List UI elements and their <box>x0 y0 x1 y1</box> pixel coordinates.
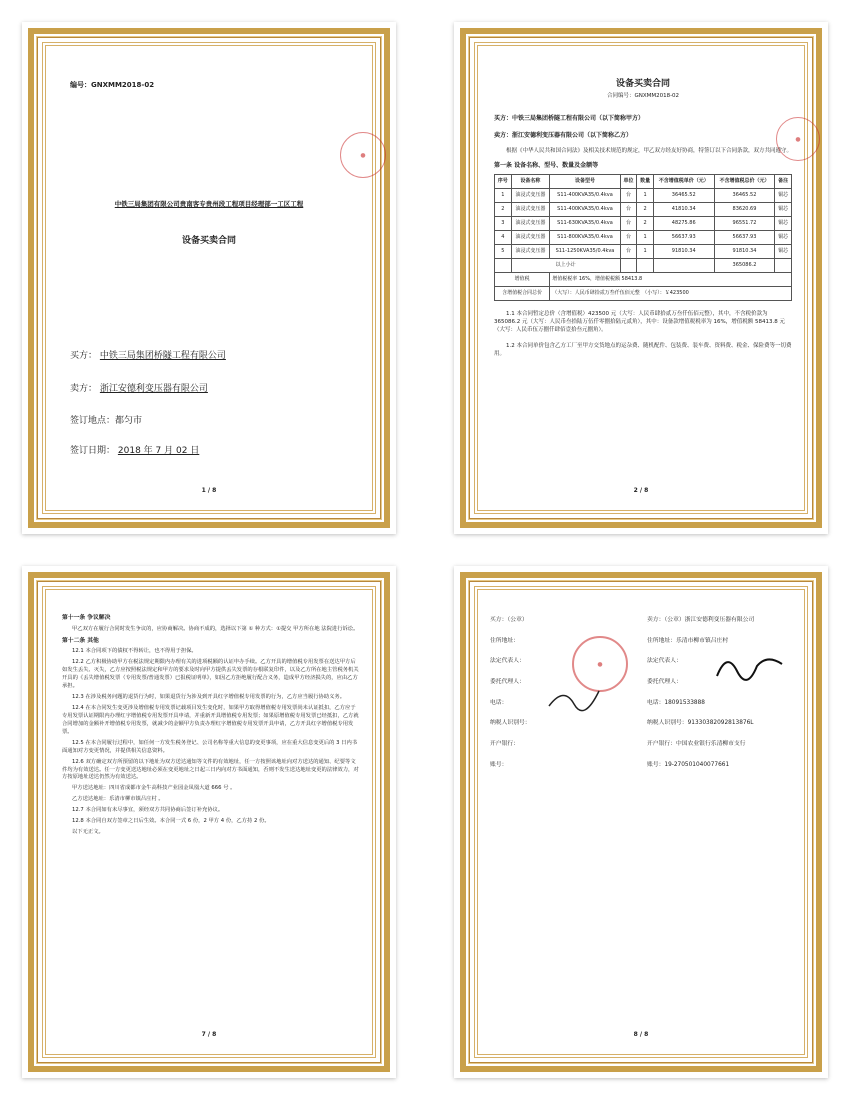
buyer-agent: 委托代理人： <box>490 679 525 686</box>
clause-12-8: 12.8 本合同自双方签章之日后生效。本合同一式 6 份，2 甲方 4 份，乙方持 2 份。 <box>72 818 270 825</box>
table-cell: 1 <box>637 231 654 245</box>
table-cell: 台 <box>620 245 637 259</box>
company-seal-stamp: ● <box>572 636 628 692</box>
sign-date-line <box>70 445 199 458</box>
seller-bank: 开户银行：中国农业银行乐清柳市支行 <box>647 741 746 748</box>
col-header: 备注 <box>775 175 792 189</box>
sign-date: 2018 年 7 月 02 日 <box>117 446 200 456</box>
seal-stamp: ● <box>776 117 820 161</box>
table-cell: 铜芯 <box>775 203 792 217</box>
seller-phone: 电话：18091533888 <box>647 699 705 706</box>
table-cell: 83620.69 <box>714 203 775 217</box>
contract-number: 编号：GNXMM2018-02 <box>70 81 155 89</box>
end-text: 以下无正文。 <box>72 829 104 836</box>
table-cell: 91810.34 <box>714 245 775 259</box>
subtotal-label: 以上小计 <box>511 259 620 273</box>
page-2 <box>454 22 828 534</box>
clause-12-5: 12.5 在本合同履行过程中，如任何一方发生税务登记、公司名称等重大信息的变更事项，应在重大信息变更后的 3 日内书面通知对方变更情况，并提供相关信息资料。 <box>62 739 358 754</box>
table-cell: 油浸式变压器 <box>511 189 550 203</box>
clause-11-heading: 第十一条 争议解决 <box>62 615 111 621</box>
table-cell: 3 <box>495 217 512 231</box>
page-number: 2 / 8 <box>633 487 649 494</box>
buyer-seal-label: 买方：（公章） <box>490 617 528 623</box>
table-cell: 油浸式变压器 <box>511 203 550 217</box>
buyer-label: 买方： <box>70 351 98 361</box>
seller-address: 住所地址：乐清市柳市镇吕庄村 <box>647 637 729 644</box>
table-cell: 36465.52 <box>714 189 775 203</box>
table-header-row <box>495 175 792 189</box>
buyer-name: 中铁三局集团桥隧工程有限公司 <box>99 351 226 361</box>
subtotal-value: 365086.2 <box>714 259 775 273</box>
seller-seal-label: 卖方：（公章）浙江安德利变压器有限公司 <box>647 617 755 623</box>
buyer-phone: 电话： <box>490 699 508 706</box>
seal-stamp: ● <box>340 132 386 178</box>
table-cell: 油浸式变压器 <box>511 245 550 259</box>
page-number: 1 / 8 <box>201 487 217 494</box>
col-header: 序号 <box>495 175 512 189</box>
table-cell: 台 <box>620 189 637 203</box>
seller-label: 卖方： <box>70 384 98 394</box>
table-cell: 2 <box>637 217 654 231</box>
table-cell: S11-630KVA35/0.4kva <box>550 217 620 231</box>
buyer-address: 甲方送达地址：四川省成都市金牛高科技产业园金凤凰大道 666 号 。 <box>72 785 236 792</box>
page-number: 7 / 8 <box>201 1031 217 1038</box>
page-3 <box>22 566 396 1078</box>
sign-date-label: 签订日期： <box>70 446 116 456</box>
buyer-line <box>70 350 226 363</box>
seller-legal-rep: 法定代表人： <box>647 658 682 665</box>
table-cell: 铜芯 <box>775 231 792 245</box>
table-cell: 96551.72 <box>714 217 775 231</box>
table-cell: S11-800KVA35/0.4kva <box>550 231 620 245</box>
table-cell: 1 <box>495 189 512 203</box>
buyer-bank: 开户银行： <box>490 741 519 748</box>
clause-12-7: 12.7 本合同如有未尽事宜，须经双方共同协商后签订补充协议。 <box>72 807 224 814</box>
clause-12-2: 12.2 乙方积极协助甲方在税法规定期限内办理有关的进项税额的认证申办手续。乙方开具的增值税专用发票在送达甲方后如发生丢失、灭失，乙方应按照税法规定和甲方的要求及时向甲方提供丢失发票的存根联复印件，以及乙方所在地主管税务机关开具的《丢失增值税发票（专用发票/普通发票）已报税证明单》，如因乙方拒绝履行配合义务，造成甲方经济损失的，应由乙方承担。 <box>62 659 359 690</box>
table-row <box>495 189 792 203</box>
clause-12-6: 12.6 双方确定双方所预留的以下地址为双方送达通知等文件的有效地址，任一方按照该地址向对方送达的通知、纪要等文件均为有效送达。任一方变更送达地址必须在变更地址之日起三日内向对方书面通知，否则不发生送达地址变更的法律效力，对方按原地址送达仍然为有效送达。 <box>62 758 359 781</box>
clause-12-heading: 第十二条 其他 <box>62 637 99 644</box>
doc-title: 设备买卖合同 <box>181 236 236 246</box>
total-value: （大写）：人民币肆拾贰万叁仟伍佰元整 （小写）：￥423500 <box>550 287 792 301</box>
table-cell: 1 <box>637 189 654 203</box>
tax-row <box>495 273 792 287</box>
table-row <box>495 245 792 259</box>
seller-agent: 委托代理人： <box>647 679 682 686</box>
table-row <box>495 203 792 217</box>
table-cell: 91810.34 <box>653 245 714 259</box>
handwritten-signature <box>544 676 604 716</box>
buyer-account: 账号： <box>490 761 508 768</box>
clause-1-2: 1.2 本合同单价包含乙方工厂至甲方交货地点的运杂费、随机配件、包装费、装车费、资料费、税金、保险费等一切费用。 <box>494 342 792 357</box>
table-cell: 1 <box>637 245 654 259</box>
table-cell: S11-1250KVA35/0.4kva <box>550 245 620 259</box>
col-header: 单位 <box>620 175 637 189</box>
total-row <box>495 287 792 301</box>
section-heading: 第一条 设备名称、型号、数量及金额等 <box>494 162 599 170</box>
table-cell: 41810.34 <box>653 203 714 217</box>
clause-11-text: 甲乙双方在履行合同时发生争议的，应协商解决。协商不成的，选择以下第 ① 种方式：①提交 甲方所在地 法院进行诉讼。 <box>72 625 359 632</box>
table-cell: 油浸式变压器 <box>511 231 550 245</box>
table-cell: 56637.93 <box>653 231 714 245</box>
table-cell: 4 <box>495 231 512 245</box>
clause-12-4: 12.4 在本合同发生变更涉及增值税专用发票记载项目发生变化时，如果甲方取得增值税专用发票尚未认证抵扣，乙方应于专用发票认证期限内办理红字增值税专用发票开具申请，并重新开具增值税专用发票；如果原增值税专用发票已经抵扣，乙方就合同增加的金额补开增值税专用发票，就减少的金额甲方负责办理红字增值税专用发票开具申请，乙方开具红字增值税专用发票。 <box>62 704 359 735</box>
page-number: 8 / 8 <box>633 1031 649 1038</box>
intro-text: 根据《中华人民共和国合同法》及相关技术规范的规定，甲乙双方经友好协商，特签订以下合同条款，双方共同遵守。 <box>506 148 793 155</box>
clause-12-1: 12.1 本合同项下的债权不得转让，也不得用于担保。 <box>72 648 197 655</box>
seller-account: 账号：19-270501040077661 <box>647 761 730 768</box>
table-row <box>495 231 792 245</box>
buyer-address-label: 住所地址： <box>490 637 519 644</box>
col-header: 设备型号 <box>550 175 620 189</box>
project-name: 中铁三局集团有限公司贵南客专贵州段工程项目经理部一工区工程 <box>114 200 304 208</box>
table-cell: 2 <box>637 203 654 217</box>
table-cell: 铜芯 <box>775 245 792 259</box>
contract-number: 合同编号：GNXMM2018-02 <box>606 93 680 100</box>
table-cell: 台 <box>620 217 637 231</box>
seller-tax-id: 纳税人识别号：91330382092813876L <box>647 720 754 727</box>
seller-name: 浙江安德利变压器有限公司 <box>99 384 208 394</box>
table-cell: 铜芯 <box>775 189 792 203</box>
seller-address: 乙方送达地址：乐清市柳市镇吕庄村 。 <box>72 796 164 803</box>
handwritten-signature <box>712 646 792 686</box>
table-row <box>495 217 792 231</box>
tax-label: 增值税 <box>495 273 550 287</box>
table-cell: 56637.93 <box>714 231 775 245</box>
col-header: 不含增值税总价（元） <box>714 175 775 189</box>
seller-line <box>70 383 208 396</box>
buyer-line: 买方：中铁三局集团桥隧工程有限公司（以下简称甲方） <box>494 115 645 123</box>
table-cell: 台 <box>620 231 637 245</box>
buyer-tax-id: 纳税人识别号： <box>490 720 531 727</box>
equipment-table <box>494 174 792 301</box>
table-cell: 36465.52 <box>653 189 714 203</box>
tax-value: 增值税税率 16%，增值税税额 58413.8 <box>550 273 792 287</box>
table-cell: 48275.86 <box>653 217 714 231</box>
total-label: 含增值税合同总价 <box>495 287 550 301</box>
table-cell: S11-400KVA35/0.4kva <box>550 203 620 217</box>
col-header: 设备名称 <box>511 175 550 189</box>
table-cell: 油浸式变压器 <box>511 217 550 231</box>
buyer-legal-rep: 法定代表人： <box>490 658 525 665</box>
clause-1-1: 1.1 本合同暂定总价（含增值税）423500 元（大写：人民币肆拾贰万叁仟伍佰元整），其中，不含税价款为 365086.2 元（大写：人民币叁拾陆万伍仟零捌拾陆元贰角），其中：设备款增值税税率为 16%，增值税额 58413.8 元（大写：人民币伍万捌仟肆佰壹拾叁元捌角）。 <box>494 311 785 333</box>
table-cell: 2 <box>495 203 512 217</box>
seller-line: 卖方：浙江安德利变压器有限公司（以下简称乙方） <box>494 131 633 139</box>
page-4 <box>454 566 828 1078</box>
table-cell: 铜芯 <box>775 217 792 231</box>
subtotal-row <box>495 259 792 273</box>
clause-12-3: 12.3 在涉及税务问题的退货行为时，如果退货行为涉及到开具红字增值税专用发票的行为，乙方应当履行协助义务。 <box>72 694 346 700</box>
page-1 <box>22 22 396 534</box>
sign-place: 签订地点：都匀市 <box>70 416 143 426</box>
doc-title: 设备买卖合同 <box>615 79 670 89</box>
col-header: 不含增值税单价（元） <box>653 175 714 189</box>
table-cell: S11-400KVA35/0.4kva <box>550 189 620 203</box>
signature-grid <box>490 616 798 770</box>
table-cell: 5 <box>495 245 512 259</box>
col-header: 数量 <box>637 175 654 189</box>
table-cell: 台 <box>620 203 637 217</box>
